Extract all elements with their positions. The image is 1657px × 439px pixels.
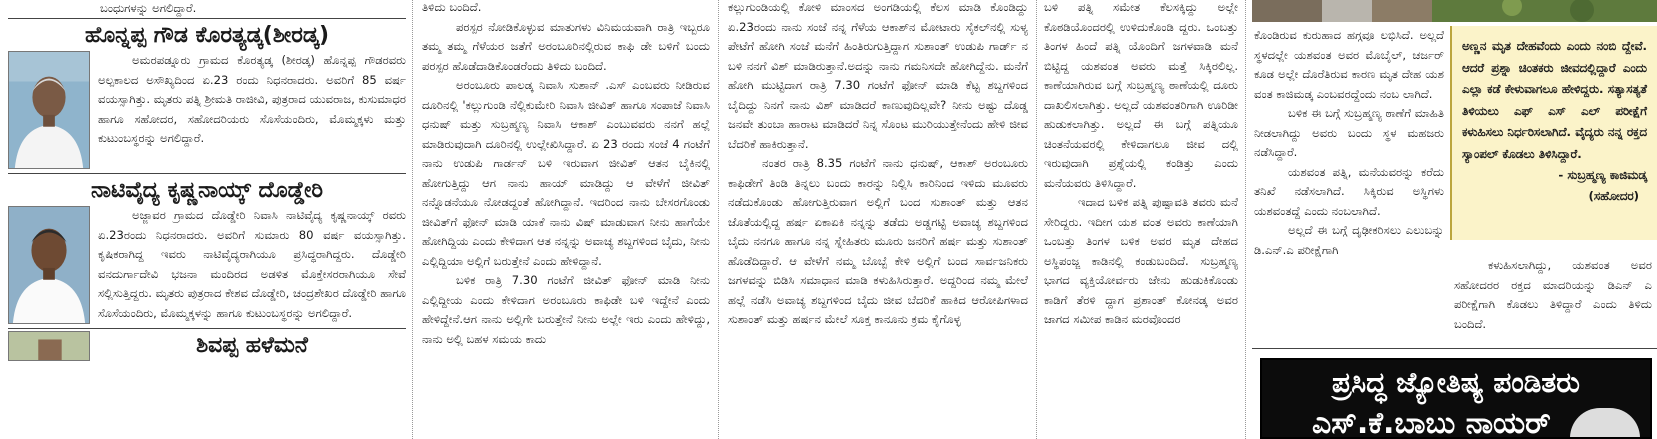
obituary-title: ಹೊನ್ನಪ್ಪ ಗೌಡ ಕೊರತ್ಯಡ್ಕ(ಶೀರಡ್ಕ) xyxy=(84,23,330,48)
article-paragraph: ಕಳುಹಿಸಲಾಗಿದ್ದು, ಯಶವಂತ ಅವರ ಸಹೋದರರ ರಕ್ತದ ಮಾದರಿಯನ್ನು ಡಿಎನ್ ಎ ಪರೀಕ್ಷೆಗಾಗಿ ಕೊಡಲು ತಿಳಿದ್ದಾರೆ ಎಂದು ತಿಳಿದು ಬಂದಿದೆ. xyxy=(1454,258,1652,331)
divider xyxy=(8,328,406,329)
portrait-photo xyxy=(8,206,90,324)
portrait-photo xyxy=(8,51,90,169)
article-paragraph: ಕೊಂಡಿರುವ ಕುರುಹಾದ ಹಗ್ಗವೂ ಲಭಿಸಿದೆ. ಅಲ್ಲದೆ ಸ್ಥಳದಲ್ಲೇ ಯಶವಂತ ಅವರ ಮೊಬೈಲ್, ಚರ್ಜರ್ ಕೂಡ ಅಲ್ಲೇ ದೊರೆತಿರುವ ಕಾರಣ ಮೃತ ದೇಹ ಯಶ ವಂತ ಕಾಜಿಮಡ್ಕ ಎಂಬವರದ್ದೆಂದು ನಂಬ ಲಾಗಿದೆ. xyxy=(1254,28,1444,101)
previous-obituary-tail: ಬಂಧುಗಳನ್ನು ಅಗಲಿದ್ದಾರೆ. xyxy=(100,1,197,15)
advertisement-photo xyxy=(1570,408,1640,439)
divider xyxy=(1252,348,1657,349)
article-text-block xyxy=(1254,26,1444,260)
astrology-advertisement xyxy=(1260,358,1652,439)
article-column-3 xyxy=(728,0,1028,439)
obituary-column xyxy=(8,0,406,439)
column-divider xyxy=(412,0,413,439)
article-paragraph: ಯಶವಂತ ಪತ್ನಿ, ಮನೆಯವರನ್ನು ಕರೆದು ತನಿಖೆ ನಡೆಸಲಾಗಿದೆ. ಸಿಕ್ಕಿರುವ ಅಸ್ಥಿಗಳು ಯಶವಂತದ್ದೆ ಎಂದು ನಂಬಲಾಗಿದೆ. xyxy=(1254,164,1444,218)
article-paragraph: ಬಳಿಕ ಈ ಬಗ್ಗೆ ಸುಬ್ರಹ್ಮಣ್ಯ ಠಾಣೆಗೆ ಮಾಹಿತಿ ನೀಡಲಾಗಿದ್ದು ಅವರು ಬಂದು ಸ್ಥಳ ಮಹಜರು ನಡೆಸಿದ್ದಾರೆ. xyxy=(1254,106,1444,159)
obituary-entry xyxy=(8,331,406,361)
news-photo xyxy=(1252,0,1657,22)
article-paragraph: ತಿಳಿದು ಬಂದಿದೆ. xyxy=(422,0,482,14)
obituary-text: ಅಜ್ಜಾವರ ಗ್ರಾಮದ ದೊಡ್ಡೇರಿ ನಿವಾಸಿ ನಾಟಿವೈದ್ಯ ಕೃಷ್ಣನಾಯ್ಕ್ ರವರು ಏ.23ರಂದು ನಿಧನರಾದರು. ಅವರಿಗೆ ಸುಮಾರು 80 ವರ್ಷ ವಯಸ್ಸಾಗಿತ್ತು. ಕೃಷಿಕರಾಗಿದ್ದ ಇವರು ನಾಟಿವೈದ್ಯರಾಗಿಯೂ ಪ್ರಸಿದ್ಧರಾಗಿದ್ದರು. ದೊಡ್ಡೇರಿ ವನದುರ್ಗಾದೇವಿ ಭಜನಾ ಮಂದಿರದ ಅಡಳಿತ ಮೊಕ್ತೇಸರರಾಗಿಯೂ ಸೇವೆ ಸಲ್ಲಿಸುತ್ತಿದ್ದರು. ಮೃತರು ಪುತ್ರರಾದ ಕೇಶವ ದೊಡ್ಡೇರಿ, ಚಂದ್ರಶೇಖರ ದೊಡ್ಡೇರಿ ಹಾಗೂ ಸೊಸೆಯಂದಿರು, ಮೊಮ್ಮಕ್ಕಳನ್ನು ಹಾಗೂ ಕುಟುಂಬಸ್ಥರನ್ನು ಅಗಲಿದ್ದಾರೆ. xyxy=(98,208,406,320)
column-divider xyxy=(718,0,719,439)
article-paragraph: ಅಲ್ಲದೆ ಈ ಬಗ್ಗೆ ದೃಢೀಕರಿಸಲು ಎಲುಬನ್ನು ಡಿ.ಎನ್.ಎ ಪರೀಕ್ಷೆಗಾಗಿ xyxy=(1254,223,1444,257)
divider xyxy=(8,173,406,174)
article-column-4 xyxy=(1044,0,1238,439)
portrait-photo xyxy=(8,331,90,361)
column-divider xyxy=(1245,0,1246,439)
advertisement-name: ಎಸ್.ಕೆ.ಬಾಬು ನಾಯರ್ xyxy=(1312,406,1551,439)
obituary-title: ಶಿವಪ್ಪ ಹಳೆಮನೆ xyxy=(196,333,308,358)
obituary-text: ಅಮರಪಡ್ನೂರು ಗ್ರಾಮದ ಕೊರತ್ಯಡ್ಕ (ಶೀರಡ್ಕ) ಹೊನ್ನಪ್ಪ ಗೌಡರವರು ಅಲ್ಪಕಾಲದ ಅಸೌಖ್ಯದಿಂದ ಏ.23 ರಂದು ನಿಧನರಾದರು. ಅವರಿಗೆ 85 ವರ್ಷ ವಯಸ್ಸಾಗಿತ್ತು. ಮೃತರು ಪತ್ನಿ ಶ್ರೀಮತಿ ರಾಜೀವಿ, ಪುತ್ರರಾದ ಯುವರಾಜ, ಕುಸುಮಾಧರ ಹಾಗೂ ಸಹೋದರ, ಸಹೋದರಿಯರು ಸೊಸೆಯಂದಿರು, ಮೊಮ್ಮಕ್ಕಳು ಮತ್ತು ಕುಟುಂಬಸ್ಥರನ್ನು ಅಗಲಿದ್ದಾರೆ. xyxy=(98,53,406,146)
obituary-title: ನಾಟಿವೈದ್ಯ ಕೃಷ್ಣನಾಯ್ಕ್ ದೊಡ್ಡೇರಿ xyxy=(91,178,323,203)
article-column-5 xyxy=(1252,0,1657,439)
article-paragraph: ಅರಂಬೂರು ಪಾಲಡ್ಕ ನಿವಾಸಿ ಸುಶಾನ್ .ಎಸ್ ಎಂಬವರು ನೀಡಿರುವ ದೂರಿನಲ್ಲಿ 'ಕಲ್ಲುಗುಂಡಿ ನೆಲ್ಲಿಕುಮೇರಿ ನಿವಾಸಿ ಜೀವಿತ್ ಹಾಗೂ ಸಂಪಾಜೆ ನಿವಾಸಿ ಧನುಷ್ ಮತ್ತು ಸುಬ್ರಹ್ಮಣ್ಯ ನಿವಾಸಿ ಆಕಾಶ್ ಎಂಬುವವರು ನನಗೆ ಹಲ್ಲೆ ಮಾಡಿರುವುದಾಗಿ ದೂರಿನಲ್ಲಿ ಉಲ್ಲೇಖಿಸಿದ್ದಾರೆ. ಏ 23 ರಂದು ಸಂಜೆ 4 ಗಂಟೆಗೆ ನಾನು ಉಡುಪಿ ಗಾರ್ಡನ್ ಬಳಿ ಇರುವಾಗ ಜೀವಿತ್ ಆತನ ಬೈಕಿನಲ್ಲಿ ಹೋಗುತ್ತಿದ್ದು ಆಗ ನಾನು ಹಾಯ್ ಮಾಡಿದ್ದು ಆ ವೇಳೆಗೆ ಜೀವಿತ್ ನನ್ನೊಡನೆಯೂ ನೋಡದ್ದಂತೆ ಹೋಗಿದ್ದಾನೆ. ಇದರಿಂದ ನಾನು ಬೇಸರಗೊಂಡು ಜೀವಿತ್‌ಗೆ ಫೋನ್ ಮಾಡಿ ಯಾಕೆ ನಾನು ವಿಷ್ ಮಾಡುವಾಗ ನೀನು ಹಾಗೆಯೇ ಹೋಗಿದ್ದಿಯ ಎಂದು ಕೇಳಿದಾಗ ಆತ ನನ್ನನ್ನು ಅವಾಚ್ಯ ಶಬ್ದಗಳಿಂದ ಬೈದು, ನೀನು ಎಲ್ಲಿದ್ದಿಯಾ ಅಲ್ಲಿಗೆ ಬರುತ್ತೇನೆ ಎಂದು ಹೇಳಿದ್ದಾನೆ. xyxy=(422,78,710,268)
quote-attribution-relation: (ಸಹೋದರ) xyxy=(1588,189,1639,203)
quote-attribution: - ಸುಬ್ರಹ್ಮಣ್ಯ ಕಾಜಿಮಡ್ಕ xyxy=(1558,168,1647,182)
article-paragraph: ಪರಸ್ಪರ ನೋಡಿಕೊಳ್ಳುವ ಮಾತುಗಳು ವಿನಿಮಯವಾಗಿ ರಾತ್ರಿ ಇಬ್ಬರೂ ತಮ್ಮ ತಮ್ಮ ಗೆಳೆಯರ ಜತೆಗೆ ಅರಂಬೂರಿನಲ್ಲಿರುವ ಕಾಫಿ ಡೇ ಬಳಿಗೆ ಬಂದು ಪರಸ್ಪರ ಹೊಡೆದಾಡಿಕೊಂಡರೆಂದು ತಿಳಿದು ಬಂದಿದೆ. xyxy=(422,19,710,73)
quote-box xyxy=(1450,26,1657,240)
quote-text: ಅಣ್ಣನ ಮೃತ ದೇಹವೆಂದು ಎಂದು ನಂಬಿ ದ್ದೇವೆ. ಆದರೆ ಪ್ರಶ್ನಾ ಚಿಂತಕರು ಜೀವದಲ್ಲಿದ್ದಾರೆ ಎಂದು ಎಲ್ಲಾ ಕಡೆ ಕೇಳುವಾಗಲೂ ಹೇಳಿದ್ದರು. ಸತ್ಯಾಸತ್ಯತೆ ತಿಳಿಯಲು ಎಫ್ ಎಸ್ ಎಲ್ ಪರೀಕ್ಷೆಗೆ ಕಳುಹಿಸಲು ನಿರ್ಧರಿಸಲಾಗಿದೆ. ವೈದ್ಯರು ನನ್ನ ರಕ್ತದ ಸ್ಯಾಂಪಲ್ ಕೊಡಲು ತಿಳಿಸಿದ್ದಾರೆ. xyxy=(1462,39,1647,161)
article-paragraph: ನಂತರ ರಾತ್ರಿ 8.35 ಗಂಟೆಗೆ ನಾನು ಧನುಷ್, ಆಕಾಶ್ ಅರಂಬೂರು ಕಾಫಿಡೇಗೆ ತಿಂಡಿ ತಿನ್ನಲು ಬಂದು ಕಾರನ್ನು ನಿಲ್ಲಿಸಿ ಕಾರಿನಿಂದ ಇಳಿದು ಮೂವರು ನಡೆದುಕೊಂಡು ಹೋಗುತ್ತಿರುವಾಗ ಅಲ್ಲಿಗೆ ಬಂದ ಸುಶಾಂತ್ ಮತ್ತು ಆತನ ಜೊತೆಯಲ್ಲಿದ್ದ ಹರ್ಷ ಏಕಾಏಕಿ ನನ್ನನ್ನು ತಡೆದು ಅಡ್ಡಗಟ್ಟಿ ಅವಾಚ್ಯ ಶಬ್ದಗಳಿಂದ ಬೈದು ನನಗೂ ಹಾಗೂ ನನ್ನ ಸ್ನೇಹಿತರು ಮೂರು ಜನರಿಗೆ ಹರ್ಷ ಮತ್ತು ಸುಶಾಂತ್ ಹೊಡೆದಿದ್ದಾರೆ. ಆ ವೇಳೆಗೆ ನಮ್ಮ ಬೊಬ್ಬೆ ಕೇಳಿ ಅಲ್ಲಿಗೆ ಬಂದ ಸಾರ್ವಜನಿಕರು ಜಗಳವನ್ನು ಬಿಡಿಸಿ ಸಮಾಧಾನ ಮಾಡಿ ಕಳುಹಿಸಿರುತ್ತಾರೆ. ಅದ್ದರಿಂದ ನಮ್ಮ ಮೇಲೆ ಹಲ್ಲೆ ನಡೆಸಿ ಅವಾಚ್ಯ ಶಬ್ದಗಳಿಂದ ಬೈದು ಜೀವ ಬೆದರಿಕೆ ಹಾಕಿದ ಆರೋಪಿಗಳಾದ ಸುಶಾಂತ್ ಮತ್ತು ಹರ್ಷನ ಮೇಲೆ ಸೂಕ್ತ ಕಾನೂನು ಕ್ರಮ ಕೈಗೊಳ್ಳ xyxy=(728,156,1028,326)
divider xyxy=(8,18,406,19)
article-paragraph: ಬಳಿ ಪತ್ನಿ ಸಮೇತ ಕೆಲಸಕ್ಕಿದ್ದು ಅಲ್ಲೇ ಕೊಠಡಿಯೊಂದರಲ್ಲಿ ಉಳಿದುಕೊಂಡಿ ದ್ದರು. ಒಂಬತ್ತು ತಿಂಗಳ ಹಿಂದೆ ಪತ್ನಿ ಯೊಂದಿಗೆ ಜಗಳವಾಡಿ ಮನೆ ಬಿಟ್ಟಿದ್ದ ಯಶವಂತ ಅವರು ಮತ್ತೆ ಸಿಕ್ಕಿರಲಿಲ್ಲ. ಕಾಣೆಯಾಗಿರುವ ಬಗ್ಗೆ ಸುಬ್ರಹ್ಮಣ್ಯ ಠಾಣೆಯಲ್ಲಿ ದೂರು ದಾಖಲಿಸಲಾಗಿತ್ತು. ಅಲ್ಲದೆ ಯಶವಂತರಿಗಾಗಿ ಊರಿಡೀ ಹುಡುಕಲಾಗಿತ್ತು. ಅಲ್ಲದೆ ಈ ಬಗ್ಗೆ ಪತ್ನಿಯೂ ಚಿಂತನೆಯವರಲ್ಲಿ ಕೇಳಿದಾಗಲೂ ಜೀವ ದಲ್ಲಿ ಇರುವುದಾಗಿ ಪ್ರಶ್ನೆಯಲ್ಲಿ ಕಂಡಿತ್ತು ಎಂದು ಮನೆಯವರು ತಿಳಿಸಿದ್ದಾರೆ. xyxy=(1044,0,1238,190)
obituary-entry xyxy=(8,51,406,169)
article-paragraph: ಇದಾದ ಬಳಿಕ ಪತ್ನಿ ಪುಷ್ಪಾವತಿ ತವರು ಮನೆ ಸೇರಿದ್ದರು. ಇದೀಗ ಯಶ ವಂತ ಅವರು ಕಾಣೆಯಾಗಿ ಒಂಬತ್ತು ತಿಂಗಳ ಬಳಿಕ ಅವರ ಮೃತ ದೇಹದ ಅಸ್ಥಿಪಂಜ್ಜ ಕಾಡಿನಲ್ಲಿ ಕಂಡುಬಂದಿದೆ. ಸುಬ್ರಹ್ಮಣ್ಯ ಭಾಗದ ವ್ಯಕ್ತಿಯೋರ್ವರು ಜೇನು ಹುಡುಕಿಕೊಂಡು ಕಾಡಿಗೆ ತೆರಳಿ ದ್ದಾಗ ಪ್ರಶಾಂತ್ ಕೋನಡ್ಕ ಅವರ ಜಾಗದ ಸಮೀಪ ಕಾಡಿನ ಮರವೊಂದರ xyxy=(1044,195,1238,326)
article-paragraph: ಬಳಿಕ ರಾತ್ರಿ 7.30 ಗಂಟೆಗೆ ಜೀವಿತ್ ಫೋನ್ ಮಾಡಿ ನೀನು ಎಲ್ಲಿದ್ದೀಯ ಎಂದು ಕೇಳಿದಾಗ ಅರಂಬೂರು ಕಾಫಿಡೇ ಬಳಿ ಇದ್ದೇನೆ ಎಂದು ಹೇಳಿದ್ದೇನೆ.ಆಗ ನಾನು ಅಲ್ಲಿಗೇ ಬರುತ್ತೇನೆ ನೀನು ಅಲ್ಲೇ ಇರು ಎಂದು ಹೇಳಿದ್ದು, ನಾನು ಅಲ್ಲಿ ಬಹಳ ಸಮಯ ಕಾದು xyxy=(422,273,710,346)
article-paragraph: ಕಲ್ಲುಗುಂಡಿಯಲ್ಲಿ ಕೋಳಿ ಮಾಂಸದ ಅಂಗಡಿಯಲ್ಲಿ ಕೆಲಸ ಮಾಡಿ ಕೊಂಡಿದ್ದು ಏ.23ರಂದು ನಾನು ಸಂಜೆ ನನ್ನ ಗೆಳೆಯ ಆಕಾಶ್‌ನ ಮೋಟಾರು ಸೈಕಲ್‌ನಲ್ಲಿ ಸುಳ್ಯ ಪೇಟೆಗೆ ಹೋಗಿ ಸಂಜೆ ಮನೆಗೆ ಹಿಂತಿರುಗುತ್ತಿದ್ದಾಗ ಸುಶಾಂತ್ ಉಡುಪಿ ಗಾರ್ಡ್ ನ ಬಳಿ ನನಗೆ ವಿಶ್ ಮಾಡಿರುತ್ತಾನೆ.ಅದನ್ನು ನಾನು ಗಮನಿಸದೇ ಹೋಗಿದ್ದೆನು. ಮನೆಗೆ ಹೋಗಿ ಮುಟ್ಟಿದಾಗ ರಾತ್ರಿ 7.30 ಗಂಟೆಗೆ ಫೋನ್ ಮಾಡಿ ಕೆಟ್ಟ ಶಬ್ದಗಳಿಂದ ಬೈದಿದ್ದು ನಿನಗೆ ನಾನು ವಿಶ್ ಮಾಡಿದರೆ ಕಾಣುವುದಿಲ್ಲವೇ? ನೀನು ಅಷ್ಟು ದೊಡ್ಡ ಜನವೇ ತುಂಬಾ ಹಾರಾಟ ಮಾಡಿದರೆ ನಿನ್ನ ಸೊಂಟ ಮುರಿಯುತ್ತೇನೆಂದು ಹೇಳಿ ಜೀವ ಬೆದರಿಕೆ ಹಾಕಿರುತ್ತಾನೆ. xyxy=(728,0,1028,151)
column-divider xyxy=(1036,0,1037,439)
article-column-2 xyxy=(422,0,710,439)
advertisement-title: ಪ್ರಸಿದ್ಧ ಜ್ಯೋತಿಷ್ಯ ಪಂಡಿತರು xyxy=(1332,366,1580,399)
obituary-entry xyxy=(8,206,406,324)
